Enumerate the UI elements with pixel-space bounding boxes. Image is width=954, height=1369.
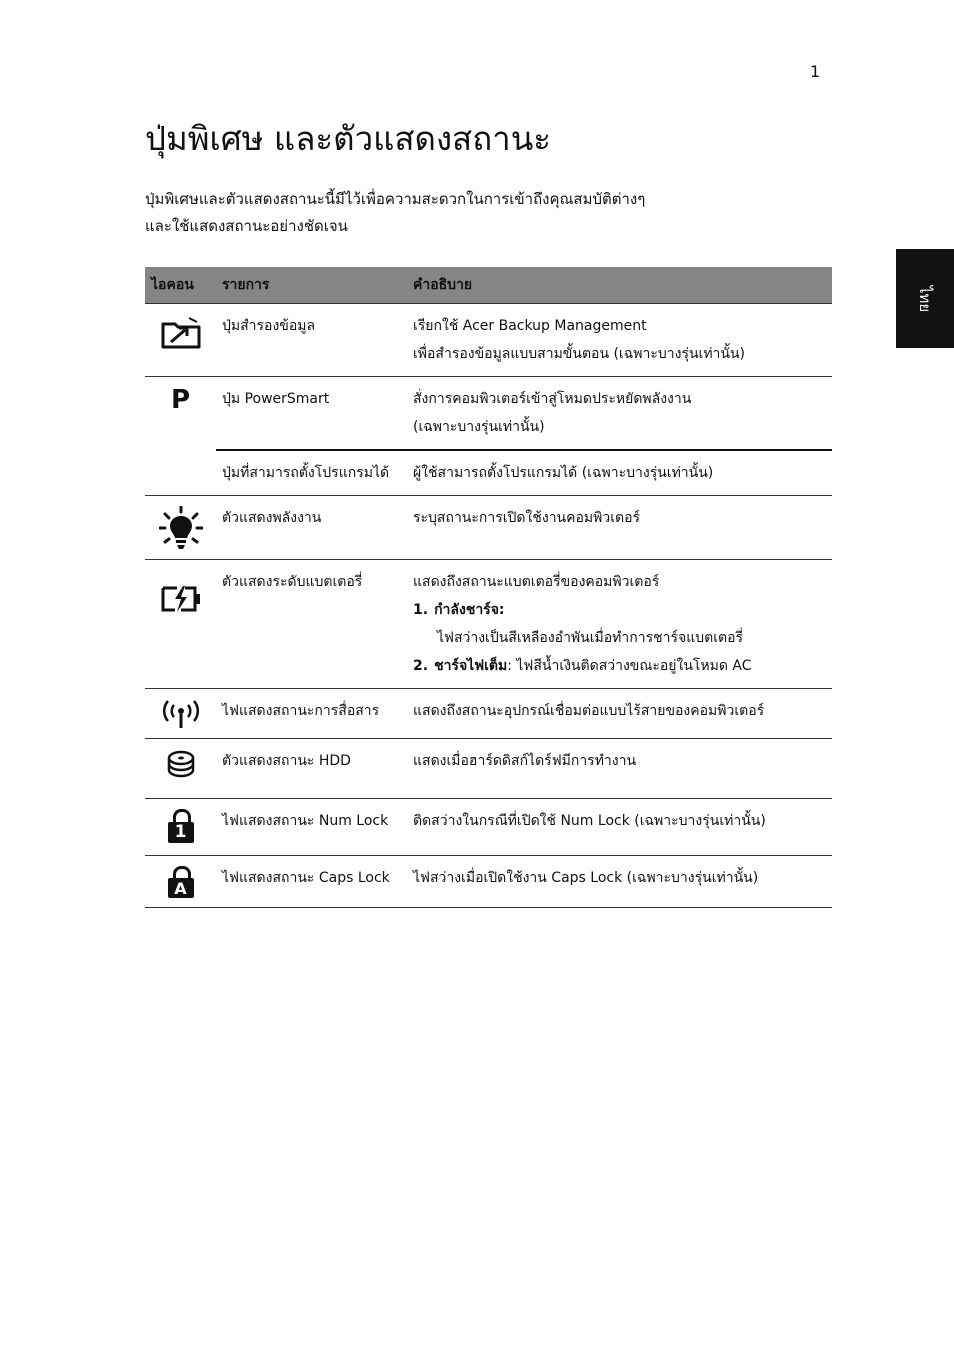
backup-icon <box>159 314 203 350</box>
description-line: สั่งการคอมพิวเตอร์เข้าสู่โหมดประหยัดพลังงาน <box>413 391 692 407</box>
list-number: 1. <box>413 602 429 618</box>
battery-charging-icon <box>159 584 203 614</box>
header-description: คำอธิบาย <box>407 267 832 304</box>
icon-cell <box>145 689 216 739</box>
caps-lock-icon <box>168 866 194 898</box>
item-cell: ปุ่มสำรองข้อมูล <box>216 304 407 377</box>
description-cell: แสดงเมื่อฮาร์ดดิสก์ไดร์ฟมีการทำงาน <box>407 739 832 799</box>
table-row-hdd <box>145 739 832 799</box>
page-number: 1 <box>810 62 821 81</box>
table-row-programmable <box>145 450 832 496</box>
table-header-row <box>145 267 832 304</box>
icon-cell <box>145 856 216 908</box>
powersmart-p-icon: P <box>170 385 191 415</box>
item-cell: ไฟแสดงสถานะการสื่อสาร <box>216 689 407 739</box>
item-cell: ตัวแสดงพลังงาน <box>216 496 407 560</box>
description-cell: แสดงถึงสถานะอุปกรณ์เชื่อมต่อแบบไร้สายของคอมพิวเตอร์ <box>407 689 832 739</box>
item-cell: ปุ่ม PowerSmart <box>216 377 407 451</box>
table-row-capslock <box>145 856 832 908</box>
intro-line: และใช้แสดงสถานะอย่างชัดเจน <box>145 217 348 235</box>
num-lock-icon <box>168 809 194 843</box>
description-line: เพื่อสำรองข้อมูลแบบสามขั้นตอน (เฉพาะบางรุ่นเท่านั้น) <box>413 346 746 362</box>
description-cell: ติดสว่างในกรณีที่เปิดใช้ Num Lock (เฉพาะบางรุ่นเท่านั้น) <box>407 799 832 856</box>
icon-cell <box>145 496 216 560</box>
description-cell <box>407 304 832 377</box>
description-line: (เฉพาะบางรุ่นเท่านั้น) <box>413 419 545 435</box>
indicator-table <box>145 267 832 908</box>
description-cell <box>407 560 832 689</box>
hdd-disk-icon <box>159 749 203 781</box>
language-tab-label: ไทย <box>916 285 934 312</box>
table-row-battery <box>145 560 832 689</box>
page-title: ปุ่มพิเศษ และตัวแสดงสถานะ <box>145 119 551 158</box>
icon-cell <box>145 560 216 689</box>
table-row-power <box>145 496 832 560</box>
description-line: เรียกใช้ Acer Backup Management <box>413 318 647 334</box>
icon-cell <box>145 304 216 377</box>
item-cell: ตัวแสดงสถานะ HDD <box>216 739 407 799</box>
caps-lock-glyph: A <box>168 878 194 898</box>
description-cell: ระบุสถานะการเปิดใช้งานคอมพิวเตอร์ <box>407 496 832 560</box>
charging-label: กำลังชาร์จ: <box>434 602 505 618</box>
header-icon: ไอคอน <box>145 267 216 304</box>
list-item <box>413 652 826 680</box>
item-cell: ไฟแสดงสถานะ Num Lock <box>216 799 407 856</box>
intro-line: ปุ่มพิเศษและตัวแสดงสถานะนี้มีไว้เพื่อความสะดวกในการเข้าถึงคุณสมบัติต่างๆ <box>145 190 646 208</box>
description-cell: ไฟสว่างเมื่อเปิดใช้งาน Caps Lock (เฉพาะบางรุ่นเท่านั้น) <box>407 856 832 908</box>
table-row-numlock <box>145 799 832 856</box>
wireless-antenna-icon <box>159 699 203 731</box>
table-row-communication <box>145 689 832 739</box>
description-cell: ผู้ใช้สามารถตั้งโปรแกรมได้ (เฉพาะบางรุ่นเท่านั้น) <box>407 450 832 496</box>
intro-paragraph <box>145 186 765 240</box>
table-row-backup <box>145 304 832 377</box>
table-row-powersmart <box>145 377 832 451</box>
num-lock-glyph: 1 <box>168 822 194 843</box>
language-tab <box>896 249 954 348</box>
list-number: 2. <box>413 658 429 674</box>
item-cell: ปุ่มที่สามารถตั้งโปรแกรมได้ <box>216 450 407 496</box>
power-light-bulb-icon <box>159 506 203 552</box>
list-item <box>413 596 826 624</box>
item-cell: ไฟแสดงสถานะ Caps Lock <box>216 856 407 908</box>
icon-cell <box>145 739 216 799</box>
charged-label: ชาร์จไฟเต็ม <box>434 658 508 674</box>
list-item-text: ไฟสว่างเป็นสีเหลืองอำพันเมื่อทำการชาร์จแบตเตอรี่ <box>437 630 744 646</box>
charged-text: : ไฟสีน้ำเงินติดสว่างขณะอยู่ในโหมด AC <box>507 658 752 674</box>
icon-cell <box>145 799 216 856</box>
description-cell <box>407 377 832 451</box>
item-cell: ตัวแสดงระดับแบตเตอรี่ <box>216 560 407 689</box>
header-item: รายการ <box>216 267 407 304</box>
icon-cell <box>145 377 216 496</box>
description-line: แสดงถึงสถานะแบตเตอรี่ของคอมพิวเตอร์ <box>413 574 660 590</box>
